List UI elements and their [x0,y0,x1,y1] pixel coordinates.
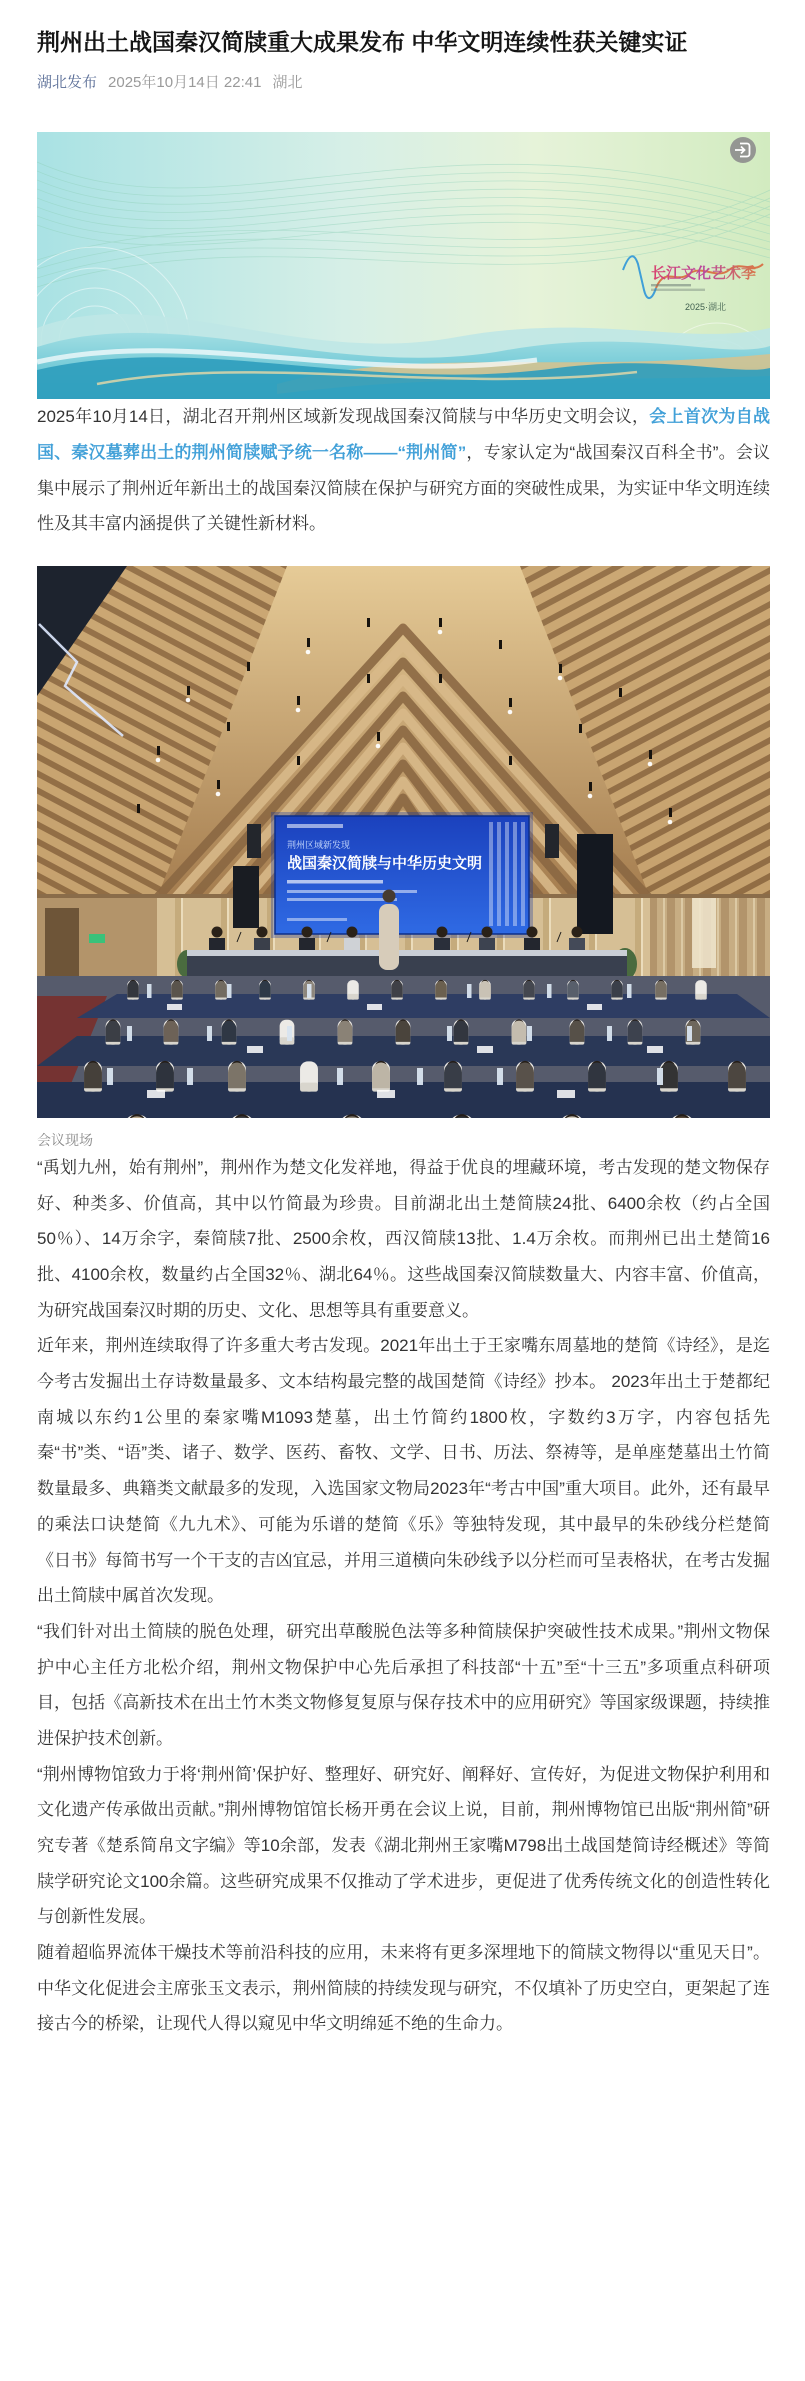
article-meta [37,71,770,92]
paragraph-2: “禹划九州，始有荆州”，荆州作为楚文化发祥地，得益于优良的埋藏环境，考古发现的楚文物保存好、种类多、价值高，其中以竹简最为珍贵。目前湖北出土楚简牍24批、6400余枚（约占全国50％）、14万余字，秦简牍7批、2500余枚，西汉简牍13批、1.4万余枚。而荆州已出土楚简16批、4100余枚，数量约占全国32％、湖北64％。这些战国秦汉简牍数量大、内容丰富、价值高，为研究战国秦汉时期的历史、文化、思想等具有重要意义。 [37,1157,770,1320]
paragraph-text: ，专家认定为“战国秦汉百科全书”。会议集中展示了荆州近年新出土的战国秦汉简牍在保护与研究方面的突破性成果，为实证中华文明连续性及其丰富内涵提供了关键性新材料。 [37,442,770,534]
conference-photo-art [37,566,770,1118]
exit-sign [89,934,105,943]
paragraph-5: “荆州博物馆致力于将‘荆州简’保护好、整理好、研究好、阐释好、宣传好，为促进文物保护利用和文化遗产传承做出贡献。”荆州博物馆馆长杨开勇在会议上说，目前，荆州博物馆已出版“荆州简”研究专著《楚系简帛文字编》等10余部，发表《湖北荆州王家嘴M798出土战国楚简诗经概述》等简牍学研究论文100余篇。这些研究成果不仅推动了学术进步，更促进了优秀传统文化的创造性转化与创新性发展。 [37,1764,770,1927]
banner-art [37,132,770,399]
open-link-icon[interactable] [730,137,756,163]
banner-logo-title: 长江文化艺术季 [651,265,757,283]
photo-caption: 会议现场 [37,1131,93,1148]
screen-title: 战国秦汉简牍与中华历史文明 [287,854,483,872]
screen-topline: 荆州区域新发现 [287,839,351,850]
paragraph-6: 随着超临界流体干燥技术等前沿科技的应用，未来将有更多深埋地下的简牍文物得以“重见天日”。中华文化促进会主席张玉文表示，荆州简牍的持续发现与研究，不仅填补了历史空白，更架起了连接古今的桥梁，让现代人得以窥见中华文明绵延不绝的生命力。 [37,1943,770,2034]
publish-datetime: 2025年10月14日 22:41 [108,74,262,92]
source-link[interactable]: 湖北发布 [37,74,98,92]
conference-photo[interactable] [37,566,770,1118]
projection-screen [271,812,533,938]
highlight-text: 会上首次为自战国、秦汉墓葬出土的荆州简牍赋予统一名称——“荆州简” [37,407,771,462]
banner-image[interactable] [37,132,770,399]
article-title: 荆州出土战国秦汉简牍重大成果发布 中华文明连续性获关键实证 [37,29,688,55]
paragraph-3: 近年来，荆州连续取得了许多重大考古发现。2021年出土于王家嘴东周墓地的楚简《诗经》，是迄今考古发掘出土存诗数量最多、文本结构最完整的战国楚简《诗经》抄本。 2023年出土于楚都纪南城以东约1公里的秦家嘴M1093楚墓，出土竹简约1800枚，字数约3万字，内容包括先秦“书”类、“语”类、诸子、数学、医药、畜牧、文学、日书、历法、祭祷等，是单座楚墓出土竹简数量最多、典籍类文献最多的发现，入选国家文物局2023年“考古中国”重大项目。此外，还有最早的乘法口诀楚简《九九术》、可能为乐谱的楚简《乐》等独特发现，其中最早的朱砂线分栏楚简《日书》每简书写一个干支的吉凶宜忌，并用三道横向朱砂线予以分栏而可呈表格状，在考古发掘出土简牍中属首次发现。 [37,1336,770,1606]
paragraph-text: 2025年10月14日，湖北召开荆州区域新发现战国秦汉简牍与中华历史文明会议， [37,407,650,427]
article [0,26,805,2072]
publish-location: 湖北 [272,74,303,92]
banner-logo-year: 2025·湖北 [685,302,727,313]
paragraph-4: “我们针对出土简牍的脱色处理，研究出草酸脱色法等多种简牍保护突破性技术成果。”荆州文物保护中心主任方北松介绍，荆州文物保护中心先后承担了科技部“十五”至“十三五”多项重点科研项目，包括《高新技术在出土竹木类文物修复复原与保存技术中的应用研究》等国家级课题，持续推进保护技术创新。 [37,1621,770,1748]
audience [37,976,770,1118]
paragraph-1 [37,399,770,542]
